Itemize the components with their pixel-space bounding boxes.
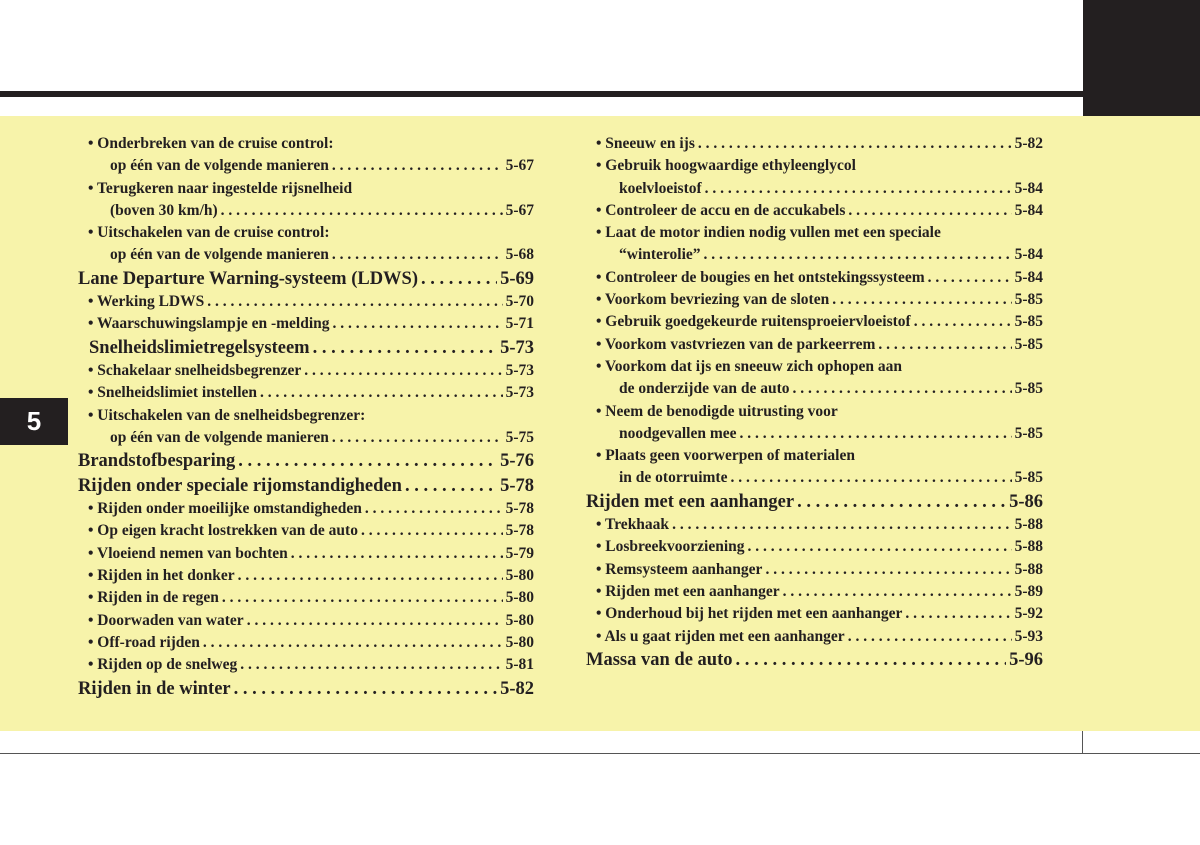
toc-entry-title: • Trekhaak — [596, 516, 670, 534]
toc-leader-dots — [361, 520, 503, 542]
toc-page-number: 5-81 — [505, 656, 534, 674]
toc-leader-dots — [247, 610, 503, 632]
toc-entry — [78, 543, 534, 565]
toc-leader-dots — [672, 514, 1012, 536]
toc-section-entry — [78, 449, 534, 473]
toc-entry-title: de onderzijde van de auto — [619, 380, 790, 398]
toc-page-number: 5-82 — [1014, 135, 1043, 152]
toc-entry — [78, 200, 534, 222]
toc-section-entry — [78, 677, 534, 701]
toc-leader-dots — [848, 200, 1011, 222]
toc-entry-title: noodgevallen mee — [619, 424, 737, 442]
toc-entry-title: Massa van de auto — [586, 649, 733, 670]
toc-entry-title: • Onderhoud bij het rijden met een aanhanger — [596, 605, 903, 623]
toc-entry-title: • Losbreekvoorziening — [596, 538, 745, 556]
toc-leader-dots — [304, 360, 502, 382]
toc-entry-title: • Plaats geen voorwerpen of materialen — [596, 447, 855, 465]
toc-leader-dots — [238, 449, 497, 473]
toc-entry-title: • Uitschakelen van de cruise control: — [88, 224, 330, 242]
toc-entry-title: • Voorkom dat ijs en sneeuw zich ophopen aan — [596, 357, 903, 375]
toc-entry-title: • Als u gaat rijden met een aanhanger — [596, 627, 845, 645]
toc-page-number: 5-89 — [1014, 583, 1043, 601]
toc-entry-title: • Vloeiend nemen van bochten — [88, 544, 288, 562]
toc-leader-dots — [222, 587, 503, 609]
toc-page-number: 5-84 — [1014, 179, 1043, 197]
toc-leader-dots — [928, 267, 1012, 289]
toc-entry-title: • Voorkom vastvriezen van de parkeerrem — [596, 335, 876, 353]
toc-page-number: 5-68 — [505, 246, 534, 264]
toc-entry — [78, 498, 534, 520]
toc-leader-dots — [735, 648, 1006, 672]
toc-entry — [78, 632, 534, 654]
toc-entry — [78, 405, 534, 427]
toc-page-number: 5-84 — [1014, 246, 1043, 264]
chapter-number: 5 — [26, 406, 42, 436]
toc-entry-title: • Laat de motor indien nodig vullen met een speciale — [596, 224, 941, 242]
toc-entry — [586, 559, 1043, 581]
toc-entry-title: op één van de volgende manieren — [110, 246, 329, 264]
toc-entry-title: Lane Departure Warning-systeem (LDWS) — [78, 268, 419, 289]
toc-entry-title: • Rijden in het donker — [88, 567, 235, 585]
toc-entry — [78, 654, 534, 676]
toc-entry-title: • Remsysteem aanhanger — [596, 560, 763, 578]
toc-entry — [78, 155, 534, 177]
toc-entry-title: • Onderbreken van de cruise control: — [88, 135, 334, 152]
toc-page-number: 5-96 — [1009, 649, 1043, 670]
toc-page-number: 5-84 — [1014, 268, 1043, 286]
toc-entry — [78, 610, 534, 632]
toc-entry — [78, 133, 534, 155]
toc-leader-dots — [332, 244, 503, 266]
toc-entry — [586, 289, 1043, 311]
toc-entry — [78, 520, 534, 542]
toc-entry-title: • Op eigen kracht lostrekken van de auto — [88, 522, 358, 540]
toc-entry-title: • Voorkom bevriezing van de sloten — [596, 291, 830, 309]
toc-page-number: 5-67 — [505, 201, 534, 219]
toc-page-number: 5-85 — [1014, 335, 1043, 353]
toc-page-number: 5-88 — [1014, 516, 1043, 534]
toc-entry — [586, 133, 1043, 155]
toc-entry-title: • Werking LDWS — [88, 293, 205, 311]
toc-entry-title: • Uitschakelen van de snelheidsbegrenzer: — [88, 406, 366, 424]
toc-leader-dots — [832, 289, 1011, 311]
toc-section-entry — [586, 648, 1043, 672]
toc-column-right — [586, 133, 1043, 672]
toc-leader-dots — [914, 311, 1012, 333]
toc-entry — [78, 587, 534, 609]
toc-entry — [78, 382, 534, 404]
toc-entry — [586, 267, 1043, 289]
toc-page-number: 5-80 — [505, 589, 534, 607]
toc-leader-dots — [421, 267, 497, 291]
toc-entry — [586, 581, 1043, 603]
toc-entry — [78, 291, 534, 313]
toc-leader-dots — [260, 382, 503, 404]
toc-entry-title: • Neem de benodigde uitrusting voor — [596, 402, 838, 420]
toc-leader-dots — [793, 378, 1012, 400]
toc-page-number: 5-85 — [1014, 291, 1043, 309]
toc-entry-title: Rijden met een aanhanger — [586, 491, 795, 512]
toc-entry — [78, 313, 534, 335]
toc-page-number: 5-71 — [505, 315, 534, 333]
toc-entry-title: • Terugkeren naar ingestelde rijsnelheid — [88, 179, 353, 197]
toc-leader-dots — [313, 336, 497, 360]
toc-entry-title: • Controleer de bougies en het ontstekingssysteem — [596, 268, 925, 286]
toc-page-number: 5-93 — [1014, 627, 1043, 645]
toc-page-number: 5-85 — [1014, 469, 1043, 487]
toc-entry — [586, 423, 1043, 445]
toc-leader-dots — [797, 490, 1006, 514]
toc-entry-title: • Waarschuwingslampje en -melding — [88, 315, 330, 333]
toc-entry-title: • Rijden met een aanhanger — [596, 583, 780, 601]
toc-entry-title: • Rijden onder moeilijke omstandigheden — [88, 500, 362, 518]
toc-page-number: 5-78 — [500, 475, 534, 496]
toc-entry-title: • Doorwaden van water — [88, 611, 244, 629]
toc-leader-dots — [730, 467, 1011, 489]
toc-page-number: 5-73 — [505, 362, 534, 380]
toc-page-number: 5-78 — [505, 500, 534, 518]
toc-leader-dots — [221, 200, 503, 222]
toc-leader-dots — [905, 603, 1011, 625]
toc-entry-title: “winterolie” — [619, 246, 701, 264]
toc-leader-dots — [365, 498, 503, 520]
toc-entry-title: Snelheidslimietregelsysteem — [89, 337, 310, 358]
toc-leader-dots — [765, 559, 1011, 581]
toc-page-number: 5-70 — [505, 293, 534, 311]
toc-page-number: 5-84 — [1014, 201, 1043, 219]
toc-page-number: 5-73 — [505, 384, 534, 402]
toc-entry — [586, 222, 1043, 244]
toc-entry-title: • Sneeuw en ijs — [596, 135, 695, 152]
toc-entry — [586, 603, 1043, 625]
toc-section-entry — [78, 336, 534, 360]
toc-entry-title: • Snelheidslimiet instellen — [88, 384, 258, 402]
toc-entry-title: Rijden in de winter — [78, 678, 231, 699]
toc-page-number: 5-92 — [1014, 605, 1043, 623]
toc-column-left — [78, 133, 534, 701]
toc-entry — [586, 200, 1043, 222]
toc-entry — [586, 244, 1043, 266]
toc-entry — [586, 334, 1043, 356]
toc-page-number: 5-79 — [505, 544, 534, 562]
toc-page-number: 5-86 — [1009, 491, 1043, 512]
toc-entry — [586, 155, 1043, 177]
toc-entry-title: in de otorruimte — [619, 469, 728, 487]
toc-section-entry — [586, 490, 1043, 514]
toc-leader-dots — [748, 536, 1012, 558]
toc-page-number: 5-88 — [1014, 538, 1043, 556]
toc-entry — [78, 222, 534, 244]
toc-entry — [586, 356, 1043, 378]
toc-entry — [586, 401, 1043, 423]
toc-entry — [586, 536, 1043, 558]
toc-page-number: 5-80 — [505, 567, 534, 585]
toc-leader-dots — [238, 565, 503, 587]
toc-leader-dots — [704, 244, 1012, 266]
toc-leader-dots — [333, 313, 503, 335]
bottom-divider — [1082, 731, 1083, 753]
toc-page-number: 5-85 — [1014, 424, 1043, 442]
toc-page-number: 5-88 — [1014, 560, 1043, 578]
toc-leader-dots — [848, 626, 1012, 648]
toc-page-number: 5-80 — [505, 611, 534, 629]
toc-entry-title: op één van de volgende manieren — [110, 157, 329, 175]
toc-leader-dots — [698, 133, 1012, 155]
toc-entry-title: • Controleer de accu en de accukabels — [596, 201, 846, 219]
corner-block — [1083, 0, 1200, 116]
toc-page-number: 5-67 — [505, 157, 534, 175]
toc-entry-title: • Rijden op de snelweg — [88, 656, 238, 674]
toc-section-entry — [78, 474, 534, 498]
toc-leader-dots — [878, 334, 1011, 356]
bottom-rule — [0, 753, 1200, 754]
toc-entry-title: • Off-road rijden — [88, 633, 200, 651]
toc-entry — [78, 427, 534, 449]
toc-leader-dots — [405, 474, 497, 498]
toc-leader-dots — [240, 654, 502, 676]
toc-leader-dots — [740, 423, 1012, 445]
toc-entry — [586, 445, 1043, 467]
chapter-tab — [0, 398, 68, 445]
toc-page-number: 5-73 — [500, 337, 534, 358]
toc-entry-title: • Rijden in de regen — [88, 589, 219, 607]
toc-page-number: 5-85 — [1014, 380, 1043, 398]
toc-entry — [586, 514, 1043, 536]
toc-leader-dots — [203, 632, 503, 654]
toc-entry-title: • Gebruik hoogwaardige ethyleenglycol — [596, 157, 856, 175]
toc-page-number: 5-75 — [505, 429, 534, 447]
toc-entry — [586, 467, 1043, 489]
toc-page-number: 5-76 — [500, 451, 534, 472]
toc-entry — [78, 178, 534, 200]
toc-entry — [586, 178, 1043, 200]
toc-leader-dots — [291, 543, 503, 565]
toc-entry-title: • Schakelaar snelheidsbegrenzer — [88, 362, 302, 380]
toc-section-entry — [78, 267, 534, 291]
toc-leader-dots — [783, 581, 1012, 603]
toc-leader-dots — [207, 291, 502, 313]
toc-entry-title: Rijden onder speciale rijomstandigheden — [78, 475, 402, 496]
toc-entry — [586, 378, 1043, 400]
toc-entry-title: (boven 30 km/h) — [110, 201, 218, 219]
toc-entry — [586, 626, 1043, 648]
toc-page-number: 5-82 — [500, 678, 534, 699]
toc-page-number: 5-69 — [500, 268, 534, 289]
toc-leader-dots — [332, 155, 503, 177]
toc-entry-title: op één van de volgende manieren — [110, 429, 329, 447]
toc-leader-dots — [332, 427, 503, 449]
top-rule — [0, 91, 1083, 97]
toc-entry — [78, 244, 534, 266]
toc-page-number: 5-85 — [1014, 313, 1043, 331]
toc-page-number: 5-78 — [505, 522, 534, 540]
toc-page-number: 5-80 — [505, 633, 534, 651]
toc-leader-dots — [705, 178, 1012, 200]
toc-entry-title: koelvloeistof — [619, 179, 702, 197]
toc-entry-title: Brandstofbesparing — [78, 451, 236, 472]
toc-leader-dots — [234, 677, 497, 701]
toc-entry — [586, 311, 1043, 333]
toc-entry — [78, 565, 534, 587]
toc-entry — [78, 360, 534, 382]
toc-entry-title: • Gebruik goedgekeurde ruitensproeiervloeistof — [596, 313, 911, 331]
